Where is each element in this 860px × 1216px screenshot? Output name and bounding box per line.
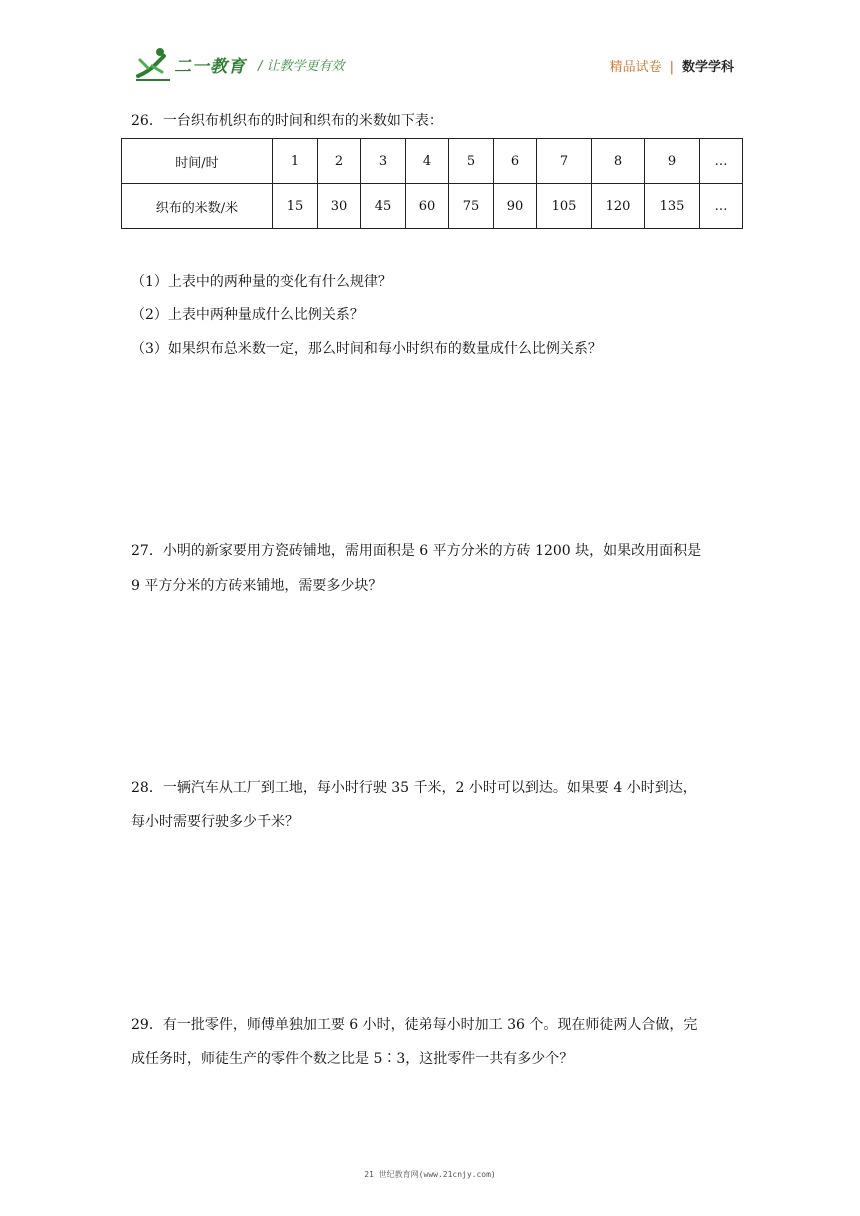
runner-icon bbox=[134, 46, 174, 82]
question-28-line-1: 28．一辆汽车从工厂到工地，每小时行驶 35 千米，2 小时可以到达。如果要 4 小时到达， bbox=[131, 780, 697, 796]
sub-question-1: （1）上表中的两种量的变化有什么规律？ bbox=[131, 274, 392, 290]
logo-text: 二一教育 bbox=[174, 57, 246, 77]
table-cell: 7 bbox=[537, 139, 592, 184]
table-cell: 60 bbox=[406, 184, 449, 229]
table-cell: 120 bbox=[592, 184, 645, 229]
table-row-label: 时间/时 bbox=[122, 139, 273, 184]
header-separator: | bbox=[669, 60, 674, 75]
table-cell: 30 bbox=[318, 184, 361, 229]
table-cell: 4 bbox=[406, 139, 449, 184]
table-cell: 45 bbox=[361, 184, 406, 229]
sub-question-3: （3）如果织布总米数一定，那么时间和每小时织布的数量成什么比例关系？ bbox=[131, 341, 602, 357]
table-cell: … bbox=[700, 139, 743, 184]
page-footer: 21 世纪教育网(www.21cnjy.com) bbox=[364, 1170, 496, 1179]
table-cell: 2 bbox=[318, 139, 361, 184]
table-cell: 3 bbox=[361, 139, 406, 184]
question-27-line-2: 9 平方分米的方砖来铺地，需要多少块？ bbox=[131, 578, 383, 594]
table-cell: 135 bbox=[645, 184, 700, 229]
logo bbox=[134, 46, 249, 82]
question-28-line-2: 每小时需要行驶多少千米？ bbox=[131, 814, 299, 830]
table-cell: 8 bbox=[592, 139, 645, 184]
data-table bbox=[121, 138, 743, 229]
table-cell: … bbox=[700, 184, 743, 229]
page-header bbox=[134, 46, 734, 86]
table-row-time bbox=[122, 139, 743, 184]
table-cell: 105 bbox=[537, 184, 592, 229]
question-29-line-1: 29．有一批零件，师傅单独加工要 6 小时，徒弟每小时加工 36 个。现在师徒两人合做，完 bbox=[131, 1017, 698, 1033]
header-tags bbox=[610, 56, 734, 75]
table-cell: 6 bbox=[494, 139, 537, 184]
table-cell: 5 bbox=[449, 139, 494, 184]
subject-label: 数学学科 bbox=[681, 60, 734, 75]
table-cell: 9 bbox=[645, 139, 700, 184]
sub-question-2: （2）上表中两种量成什么比例关系？ bbox=[131, 307, 364, 323]
question-26: 26．一台织布机织布的时间和织布的米数如下表： bbox=[131, 113, 443, 129]
table-row-label: 织布的米数/米 bbox=[122, 184, 273, 229]
table-cell: 90 bbox=[494, 184, 537, 229]
question-27-line-1: 27．小明的新家要用方瓷砖铺地，需用面积是 6 平方分米的方砖 1200 块，如果改用面积是 bbox=[131, 543, 702, 559]
table-cell: 75 bbox=[449, 184, 494, 229]
premium-label: 精品试卷 bbox=[609, 60, 662, 75]
slogan: / 让教学更有效 bbox=[258, 59, 345, 74]
table-row-meters bbox=[122, 184, 743, 229]
table-cell: 15 bbox=[273, 184, 318, 229]
table-cell: 1 bbox=[273, 139, 318, 184]
question-29-line-2: 成任务时，师徒生产的零件个数之比是 5∶3，这批零件一共有多少个？ bbox=[131, 1051, 574, 1067]
